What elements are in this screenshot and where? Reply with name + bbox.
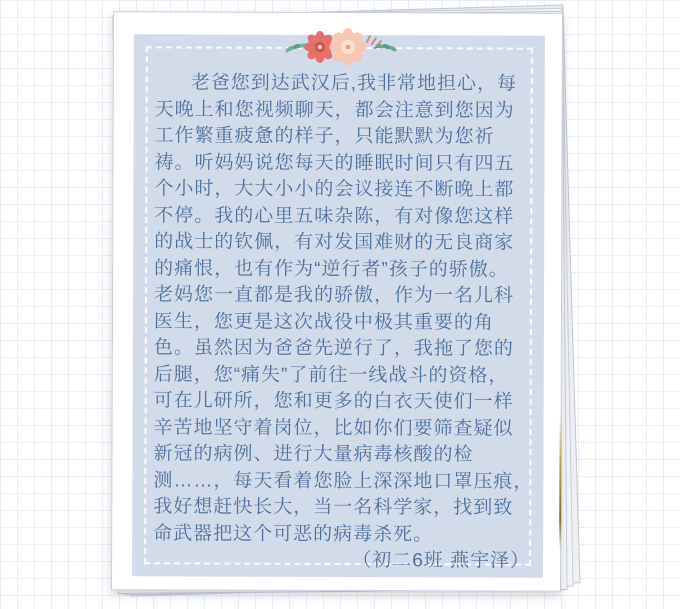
letter-line: 老爸您到达武汉后,我非常地担心，每 [190,72,518,95]
letter-line: 色。虽然因为爸爸先逆行了，我拖了您的 [153,337,514,360]
letter-line: 可在儿研所，您和更多的白衣天使们一样 [153,390,514,413]
letter-signature: （初二6班 燕宇泽） [352,550,531,572]
letter-line: 命武器把这个可恶的病毒杀死。 [153,522,434,545]
paper-stack [112,12,562,591]
letter-line: 不停。我的心里五味杂陈，有对像您这样 [154,204,515,228]
letter-card [132,34,545,577]
letter-line: 辛苦地坚守着岗位，比如你们要筛查疑似 [153,416,514,440]
letter-line: 个小时，大大小小的会议接连不断晚上都 [154,178,515,201]
letter-line: 工作繁重疲惫的样子，只能默默为您祈 [154,125,495,148]
letter-line: 祷。听妈妈说您每天的睡眠时间只有四五 [154,151,515,175]
letter-line: 医生，您更是这次战役中极其重要的角 [153,310,494,334]
letter-line: 的战士的钦佩，有对发国难财的无良商家 [154,231,515,254]
letter-line: 测……，每天看着您脸上深深地口罩压痕， [153,469,534,493]
letter-line: 后腿，您“痛失”了前往一线战斗的资格， [153,363,509,387]
letter-line: 我好想赶快长大，当一名科学家，找到致 [153,496,514,519]
flower-decoration [277,20,401,72]
paper-sheet-main [111,11,563,592]
letter-body [153,70,532,575]
flower-pink-icon [329,28,366,65]
letter-line: 新冠的病例、进行大量病毒核酸的检 [153,443,474,466]
letter-line: 天晚上和您视频聊天，都会注意到您因为 [154,98,515,122]
letter-line: 的痛恨，也有作为“逆行者”孩子的骄傲。 [154,257,509,281]
leaf-sprig-right-icon [373,43,396,52]
letter-line: 老妈您一直都是我的骄傲，作为一名儿科 [153,284,515,307]
